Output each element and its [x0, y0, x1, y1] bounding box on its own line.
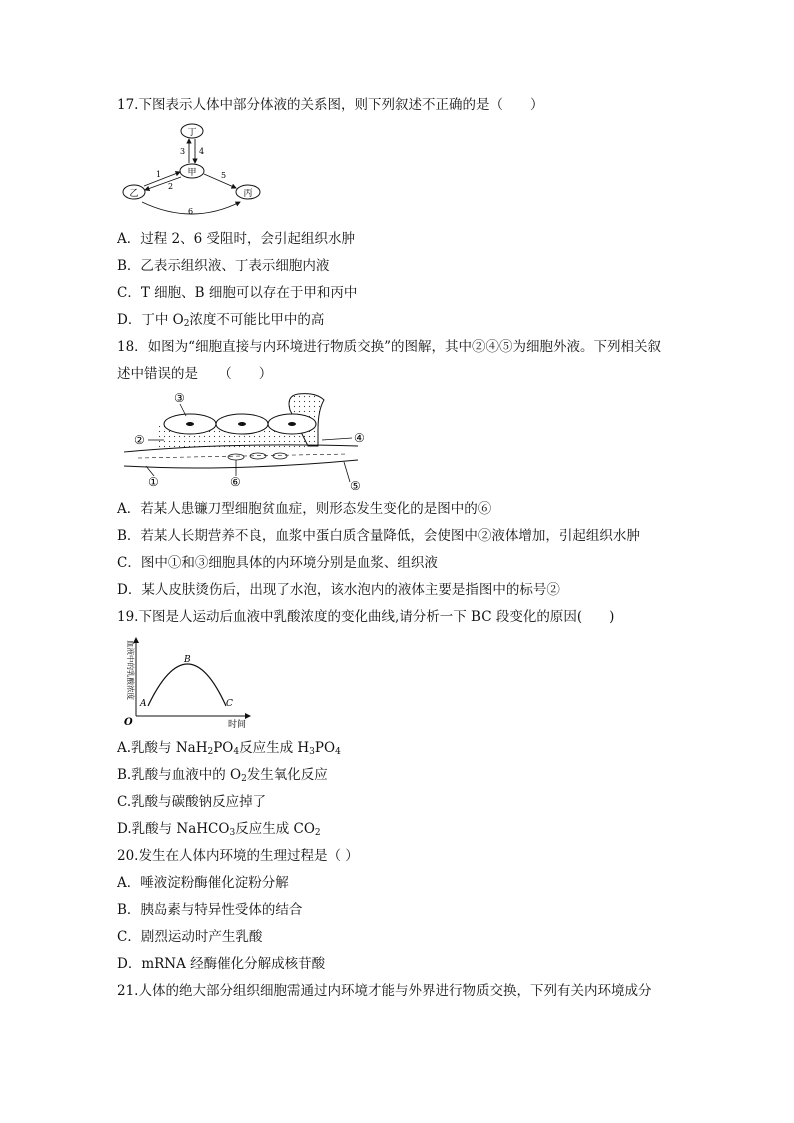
lactate-curve — [148, 664, 226, 706]
q21-stem: 21.人体的绝大部分组织细胞需通过内环境才能与外界进行物质交换，下列有关内环境成分 — [117, 983, 652, 999]
q17-option-d[interactable]: D．丁中 $O_2$浓度不可能比甲中的高 — [117, 312, 325, 329]
marker-3: ③ — [174, 391, 185, 405]
q20-option-d[interactable]: D．mRNA 经酶催化分解成核苷酸 — [117, 956, 326, 972]
label-2: 2 — [168, 182, 174, 191]
q20-stem: 20.发生在人体内环境的生理过程是（ ） — [117, 848, 359, 864]
q20-option-a[interactable]: A．唾液淀粉酶催化淀粉分解 — [117, 875, 289, 891]
marker-1: ① — [148, 475, 159, 489]
label-5: 5 — [221, 171, 227, 180]
node-ding: 丁 — [187, 128, 197, 138]
q18-option-c[interactable]: C．图中①和③细胞具体的内环境分别是血浆、组织液 — [117, 555, 438, 571]
q17-stem: 17.下图表示人体中部分体液的关系图，则下列叙述不正确的是（ ） — [117, 97, 544, 113]
marker-5: ⑤ — [350, 479, 361, 493]
point-b-label: B — [184, 655, 191, 665]
marker-4: ④ — [354, 431, 365, 445]
node-yi: 乙 — [129, 189, 139, 199]
q17-option-b[interactable]: B．乙表示组织液、丁表示细胞内液 — [117, 258, 330, 274]
q19-option-b[interactable]: B.乳酸与血液中的 $O_2$发生氧化反应 — [117, 767, 328, 784]
q18-stem-line1: 18．如图为“细胞直接与内环境进行物质交换”的图解，其中②④⑤为细胞外液。下列相关叙 — [117, 339, 661, 355]
point-c-label: C — [226, 699, 233, 709]
node-bing: 丙 — [243, 189, 253, 199]
q17-option-a[interactable]: A．过程 2、6 受阻时，会引起组织水肿 — [117, 231, 356, 247]
q17-diagram — [118, 122, 268, 220]
node-jia: 甲 — [187, 168, 197, 178]
q20-option-b[interactable]: B．胰岛素与特异性受体的结合 — [117, 902, 303, 918]
q18-diagram — [118, 390, 378, 494]
q18-option-a[interactable]: A．若某人患镰刀型细胞贫血症，则形态发生变化的是图中的⑥ — [117, 501, 492, 517]
label-1: 1 — [156, 170, 162, 179]
y-axis-label: 血液中的乳酸浓度 — [126, 640, 135, 700]
q18-stem-line2: 述中错误的是 （ ） — [117, 366, 273, 382]
q18-option-d[interactable]: D．某人皮肤烫伤后，出现了水泡，该水泡内的液体主要是指图中的标号② — [117, 582, 560, 598]
x-axis-label: 时间 — [228, 720, 247, 730]
marker-6: ⑥ — [230, 475, 241, 489]
point-a-label: A — [140, 699, 147, 709]
q19-chart — [118, 632, 258, 730]
label-4: 4 — [199, 147, 205, 156]
q19-option-d[interactable]: D.乳酸与 NaHCO$_3$反应生成 $CO_2$ — [117, 821, 321, 838]
origin-label: O — [124, 717, 133, 728]
q20-option-c[interactable]: C．剧烈运动时产生乳酸 — [117, 929, 263, 945]
marker-2: ② — [134, 433, 145, 447]
q18-option-b[interactable]: B．若某人长期营养不良，血浆中蛋白质含量降低，会使图中②液体增加，引起组织水肿 — [117, 528, 640, 544]
label-6: 6 — [188, 207, 194, 216]
label-3: 3 — [180, 147, 186, 156]
q19-option-a[interactable]: A.乳酸与 $NaH_2PO_4$反应生成 $H_3PO_4$ — [117, 740, 341, 757]
q17-option-c[interactable]: C．T 细胞、B 细胞可以存在于甲和丙中 — [117, 285, 358, 301]
q19-stem: 19.下图是人运动后血液中乳酸浓度的变化曲线,请分析一下 BC 段变化的原因( ) — [117, 609, 615, 625]
q19-option-c[interactable]: C.乳酸与碳酸钠反应掉了 — [117, 794, 267, 810]
